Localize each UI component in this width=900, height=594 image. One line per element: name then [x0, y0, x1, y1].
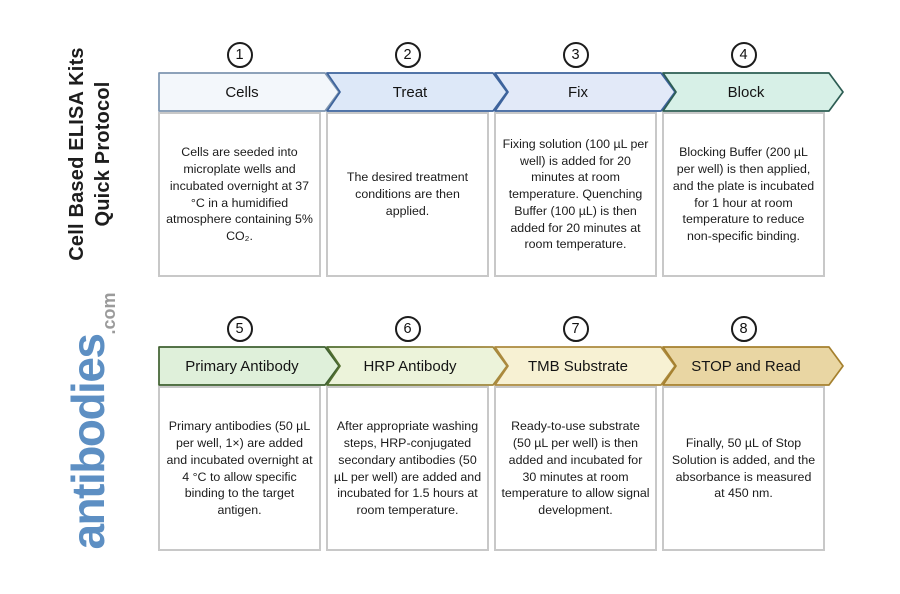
step-description-stop-and-read: Finally, 50 µL of Stop Solution is added, and the absorbance is measured at 450 nm.	[662, 386, 825, 551]
protocol-row-2	[158, 316, 848, 551]
step-description-treat: The desired treatment conditions are then applied.	[326, 112, 489, 277]
step-arrow-label-stop-and-read: STOP and Read	[691, 357, 801, 375]
step-arrow-row-1	[158, 72, 848, 112]
brand-name: antibodies	[62, 334, 114, 550]
step-number-badge-4: 4	[731, 42, 757, 68]
step-arrow-label-primary-antibody: Primary Antibody	[185, 357, 299, 375]
step-number-badge-5: 5	[227, 316, 253, 342]
step-number-row-2	[158, 316, 848, 342]
step-arrow-hrp-antibody	[326, 346, 508, 386]
brand-logo	[61, 271, 125, 571]
step-arrow-block	[662, 72, 844, 112]
step-arrow-row-2	[158, 346, 848, 386]
step-description-block: Blocking Buffer (200 µL per well) is then applied, and the plate is incubated for 1 hour at room temperature to reduce non-specific binding.	[662, 112, 825, 277]
step-arrow-label-cells: Cells	[225, 83, 259, 101]
page-title-line1: Cell Based ELISA Kits	[66, 47, 88, 261]
protocol-row-1	[158, 42, 848, 277]
brand-tld: .com	[99, 292, 119, 335]
step-arrow-label-hrp-antibody: HRP Antibody	[363, 357, 457, 375]
step-number-row-1	[158, 42, 848, 68]
step-arrow-tmb-substrate	[494, 346, 676, 386]
step-description-cells: Cells are seeded into microplate wells and incubated overnight at 37 °C in a humidified atmosphere containing 5% CO₂.	[158, 112, 321, 277]
step-description-fix: Fixing solution (100 µL per well) is added for 20 minutes at room temperature. Quenching Buffer (100 µL) is then added for 20 minutes at room temperature.	[494, 112, 657, 277]
step-arrow-stop-and-read	[662, 346, 844, 386]
step-arrow-cells	[158, 72, 340, 112]
step-number-badge-2: 2	[395, 42, 421, 68]
step-description-row-1	[158, 112, 848, 277]
step-arrow-label-fix: Fix	[568, 83, 588, 101]
page-title	[64, 39, 116, 269]
page-title-line2: Quick Protocol	[92, 81, 114, 227]
step-description-primary-antibody: Primary antibodies (50 µL per well, 1×) are added and incubated overnight at 4 °C to allow specific binding to the target antigen.	[158, 386, 321, 551]
step-number-badge-7: 7	[563, 316, 589, 342]
step-number-badge-8: 8	[731, 316, 757, 342]
step-number-badge-1: 1	[227, 42, 253, 68]
step-arrow-label-tmb-substrate: TMB Substrate	[527, 357, 629, 375]
step-arrow-fix	[494, 72, 676, 112]
step-number-badge-6: 6	[395, 316, 421, 342]
step-arrow-label-treat: Treat	[392, 83, 428, 101]
step-number-badge-3: 3	[563, 42, 589, 68]
step-arrow-primary-antibody	[158, 346, 340, 386]
step-description-tmb-substrate: Ready-to-use substrate (50 µL per well) is then added and incubated for 30 minutes at room temperature to allow signal development.	[494, 386, 657, 551]
step-arrow-treat	[326, 72, 508, 112]
step-description-hrp-antibody: After appropriate washing steps, HRP-conjugated secondary antibodies (50 µL per well) are added and incubated for 1.5 hours at room temperature.	[326, 386, 489, 551]
step-description-row-2	[158, 386, 848, 551]
step-arrow-label-block: Block	[727, 83, 765, 101]
